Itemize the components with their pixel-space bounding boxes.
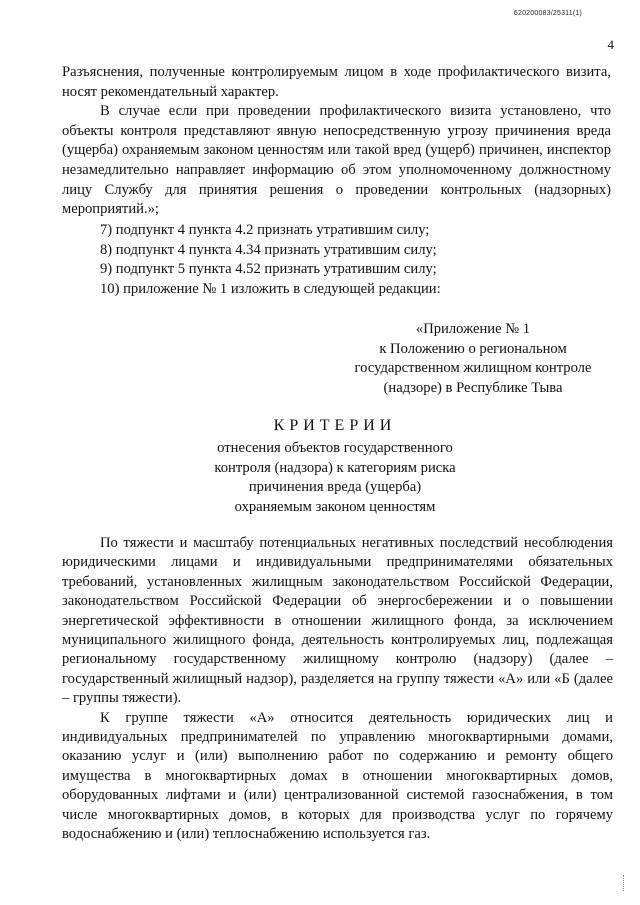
appendix-line: государственном жилищном контроле	[354, 360, 592, 377]
list-item: 7) подпункт 4 пункта 4.2 признать утратившим силу;	[100, 222, 430, 238]
appendix-line: (надзоре) в Республике Тыва	[383, 379, 563, 396]
criteria-subtitle-line: контроля (надзора) к категориям риска	[214, 459, 456, 476]
appendix-line: «Приложение № 1	[415, 321, 531, 337]
paragraph-severity-groups: По тяжести и масштабу потенциальных негативных последствий несоблюдения юридическими лицами и индивидуальными предпринимателями обязательных требований, установленных жилищным законодательством Российской Федерации, законодательством Российской Федерации об энергосбережении и о повышении энергетической эффективности в отношении жилищного фонда, за исключением муниципального жилищного фонда, деятельность контролируемых лиц, подлежащая региональному государственному жилищному контролю (надзору) (далее – государственный жилищный надзор), разделяется на группу тяжести «А» или «Б (далее – группы тяжести).	[62, 535, 613, 707]
list-item: 9) подпункт 5 пункта 4.52 признать утратившим силу;	[100, 261, 437, 278]
criteria-subtitle-line: причинения вреда (ущерба)	[248, 479, 422, 496]
document-code: 620200083/25311(1)	[513, 10, 582, 17]
paragraph-group-a: К группе тяжести «А» относится деятельность юридических лиц и индивидуальных предпринимателей по управлению многоквартирными домами, оказанию услуг и (или) выполнению работ по содержанию и ремонту общего имущества в многоквартирных домах в отношении многоквартирных домов, оборудованных лифтами и (или) централизованной системой газоснабжения, в том числе многоквартирных домов, в которых для производства услуг по горячему водоснабжению и (или) теплоснабжению используется газ.	[62, 709, 613, 843]
lower-paragraph-block	[62, 534, 613, 845]
list-item: 10) приложение № 1 изложить в следующей редакции:	[100, 280, 441, 297]
paragraph-threat-case: В случае если при проведении профилактического визита установлено, что объекты контроля представляют явную непосредственную угрозу причинения вреда (ущерба) охраняемым законом ценностям или такой вред (ущерб) причинен, инспектор незамедлительно направляет информацию об этом уполномоченному должностному лицу Службу для принятия решения о проведении контрольных (надзорных) мероприятий.»;	[62, 103, 611, 218]
criteria-subtitle-line: охраняемым законом ценностям	[234, 499, 436, 516]
amendment-items-list	[100, 221, 441, 299]
top-paragraph-block	[62, 63, 611, 220]
list-item: 8) подпункт 4 пункта 4.34 признать утратившим силу;	[100, 241, 437, 258]
appendix-line: к Положению о региональном	[379, 340, 567, 357]
criteria-heading: КРИТЕРИИ	[273, 417, 397, 434]
appendix-reference	[338, 320, 608, 398]
page-number: 4	[607, 37, 614, 52]
scan-edge-mark	[623, 875, 626, 891]
paragraph-explanations: Разъяснения, полученные контролируемым лицом в ходе профилактического визита, носят рекомендательный характер.	[62, 64, 611, 100]
criteria-subtitle-line: отнесения объектов государственного	[217, 439, 453, 456]
criteria-title-block	[140, 416, 530, 518]
